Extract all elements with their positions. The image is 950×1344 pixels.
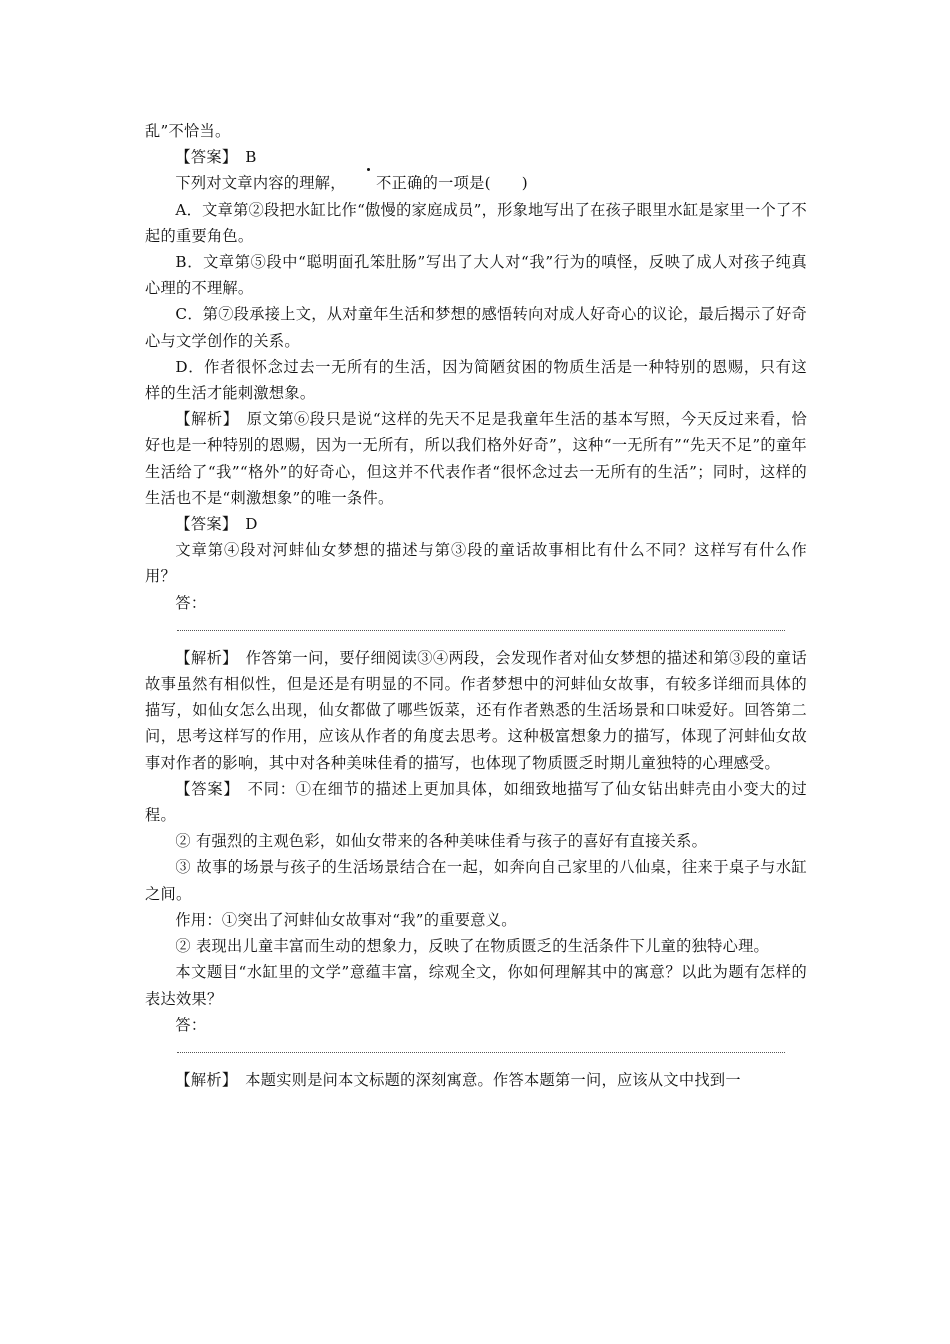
answer-blank-line: [177, 630, 785, 631]
question-4: 本文题目“水缸里的文学”意蕴丰富，综观全文，你如何理解其中的寓意？以此为题有怎样的表达效果？: [145, 963, 807, 1008]
explanation-2: 【解析】 原文第⑥段只是说“这样的先天不足是我童年生活的基本写照，今天反过来看，恰好也是一种特别的恩赐，因为一无所有，所以我们格外好奇”，这种“一无所有”“先天不足”的童年生活给了“我”“格外”的好奇心，但这并不代表作者“很怀念过去一无所有的生活”；同时，这样的生活也不是“刺激想象”的唯一条件。: [145, 410, 807, 507]
explanation-tag: 【解析】: [175, 648, 231, 667]
document-body: [145, 118, 807, 1093]
option-c: C．第⑦段承接上文，从对童年生活和梦想的感悟转向对成人好奇心的议论，最后揭示了好奇心与文学创作的关系。: [145, 305, 807, 350]
answer-line: [145, 511, 807, 537]
answer-line: [145, 144, 807, 170]
answer-value: D: [245, 515, 258, 534]
answer-prompt: 答：: [175, 593, 207, 612]
explanation-tag: 【解析】: [175, 1070, 230, 1089]
answer-3-point-3: ③ 故事的场景与孩子的生活场景结合在一起，如奔向自己家里的八仙桌，往来于桌子与水缸之间。: [145, 858, 807, 903]
option-b: B．文章第⑤段中“聪明面孔笨肚肠”写出了大人对“我”行为的嗔怪，反映了成人对孩子纯真心理的不理解。: [145, 253, 807, 298]
answer-blank-line: [177, 1052, 785, 1053]
answer-3-effect-1: 作用：①突出了河蚌仙女故事对“我”的重要意义。: [175, 910, 517, 929]
prev-explanation-tail: 乱”不恰当。: [145, 122, 231, 140]
emphasis-dot-char: 不: [346, 170, 392, 196]
explanation-3: 【解析】 作答第一问，要仔细阅读③④两段，会发现作者对仙女梦想的描述和第③段的童话故事虽然有相似性，但是还是有明显的不同。作者梦想中的河蚌仙女故事，有较多详细而具体的描写，如仙女怎么出现，仙女都做了哪些饭菜，还有作者熟悉的生活场景和口味爱好。回答第二问，思考这样写的作用，应该从作者的角度去思考。这种极富想象力的描写，体现了河蚌仙女故事对作者的影响，其中对各种美味佳肴的描写，也体现了物质匮乏时期儿童独特的心理感受。: [145, 648, 807, 772]
answer-value: B: [245, 148, 257, 167]
answer-3: 【答案】 不同：①在细节的描述上更加具体，如细致地描写了仙女钻出蚌壳由小变大的过程。: [145, 779, 807, 825]
explanation-4: 【解析】 本题实则是问本文标题的深刻寓意。作答本题第一问，应该从文中找到一: [175, 1070, 741, 1089]
option-d: D．作者很怀念过去一无所有的生活，因为简陋贫困的物质生活是一种特别的恩赐，只有这样的生活才能刺激想象。: [145, 357, 807, 403]
answer-prompt: 答：: [175, 1015, 207, 1034]
answer-tag: 【答案】: [175, 148, 230, 167]
option-a: A．文章第②段把水缸比作“傲慢的家庭成员”，形象地写出了在孩子眼里水缸是家里一个了不起的重要角色。: [145, 200, 807, 245]
question-2: 下列对文章内容的理解， 不正确的一项是( ): [145, 170, 807, 196]
answer-3-effect-2: ② 表现出儿童丰富而生动的想象力，反映了在物质匮乏的生活条件下儿童的独特心理。: [175, 937, 770, 956]
question-3: 文章第④段对河蚌仙女梦想的描述与第③段的童话故事相比有什么不同？这样写有什么作用？: [145, 541, 807, 586]
answer-tag: 【答案】: [175, 515, 230, 534]
answer-3-point-2: ② 有强烈的主观色彩，如仙女带来的各种美味佳肴与孩子的喜好有直接关系。: [175, 832, 708, 851]
answer-tag: 【答案】: [175, 779, 232, 798]
explanation-tag: 【解析】: [175, 410, 231, 429]
